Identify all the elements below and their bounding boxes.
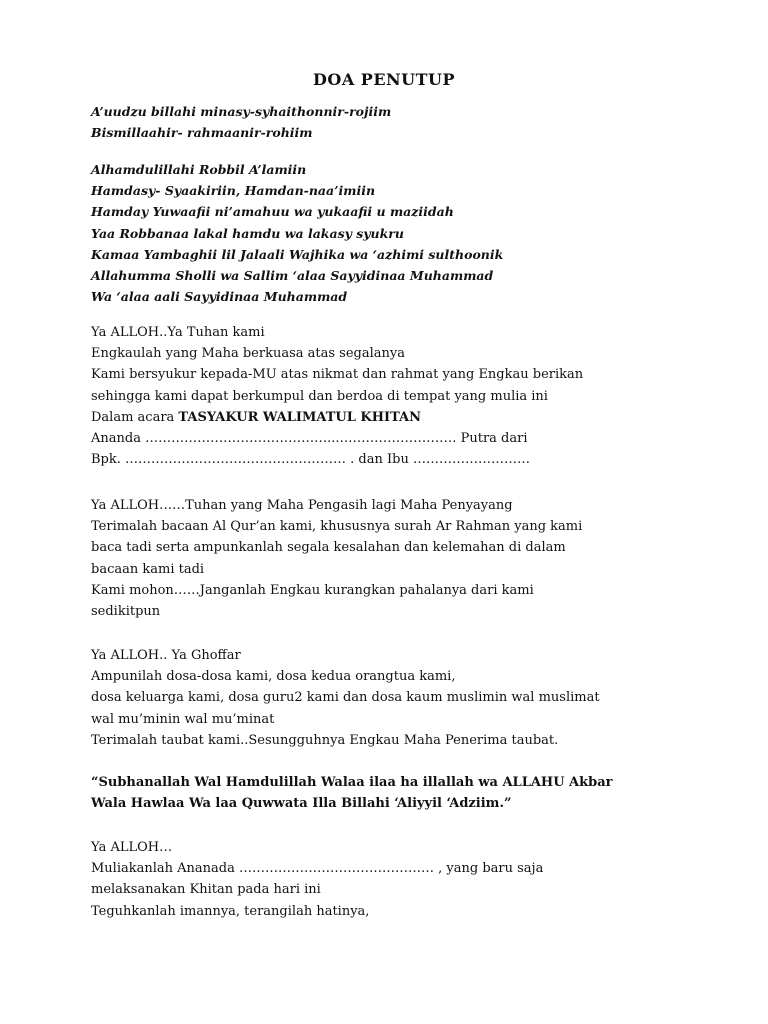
praise-line: Wa ‘alaa aali Sayyidinaa Muhammad — [91, 289, 348, 305]
tasbih-line: “Subhanallah Wal Hamdulillah Walaa ilaa ha illallah wa ALLAHU Akbar — [91, 775, 613, 790]
prayer-line: Kami mohon……Janganlah Engkau kurangkan pahalanya dari kami — [91, 582, 534, 598]
praise-line: Alhamdulillahi Robbil A’lamiin — [91, 162, 307, 177]
prayer-section-1 — [91, 322, 731, 470]
praise-line: Hamdasy- Syaakiriin, Hamdan-naa’imiin — [91, 183, 376, 199]
praise-line: Yaa Robbanaa lakal hamdu wa lakasy syukru — [91, 225, 404, 241]
prayer-line: Ampunilah dosa-dosa kami, dosa kedua orangtua kami, — [91, 669, 456, 685]
prayer-line: Terimalah bacaan Al Qur’an kami, khususnya surah Ar Rahman yang kami — [91, 519, 583, 535]
tasbih-line: Wala Hawlaa Wa laa Quwwata Illa Billahi ‘Aliyyil ‘Adziim.” — [91, 796, 512, 812]
prayer-section-2 — [91, 495, 731, 622]
event-line — [91, 407, 731, 428]
praise-block — [91, 159, 731, 307]
document-title: DOA PENUTUP — [313, 70, 455, 89]
opening-line: A’uudzu billahi minasy-syhaithonnir-rojiim — [91, 104, 392, 119]
prayer-line: Engkaulah yang Maha berkuasa atas segalanya — [91, 346, 405, 362]
prayer-section-3 — [91, 645, 731, 751]
event-name: TASYAKUR WALIMATUL KHITAN — [178, 409, 422, 425]
event-prefix: Dalam acara — [91, 409, 179, 425]
prayer-line: dosa keluarga kami, dosa guru2 kami dan dosa kaum muslimin wal muslimat — [91, 690, 600, 706]
prayer-line: Ya ALLOH.. Ya Ghoffar — [91, 648, 241, 663]
praise-line: Allahumma Sholli wa Sallim ‘alaa Sayyidinaa Muhammad — [91, 267, 494, 283]
prayer-line: wal mu’minin wal mu’minat — [91, 711, 275, 727]
prayer-line: Teguhkanlah imannya, terangilah hatinya, — [91, 903, 370, 919]
opening-line: Bismillaahir- rahmaanir-rohiim — [91, 125, 313, 141]
prayer-line: baca tadi serta ampunkanlah segala kesalahan dan kelemahan di dalam — [91, 540, 566, 556]
prayer-section-4 — [91, 837, 731, 922]
child-name-line: Ananda ……………………………………...……………………… Putra dari — [91, 430, 528, 446]
tasbih-block — [91, 772, 731, 814]
prayer-line: Ya ALLOH……Tuhan yang Maha Pengasih lagi Maha Penyayang — [91, 498, 513, 513]
praise-line: Kamaa Yambaghii lil Jalaali Wajhika wa ‘azhimi sulthoonik — [91, 246, 504, 262]
prayer-line: sedikitpun — [91, 603, 161, 619]
prayer-line: bacaan kami tadi — [91, 561, 205, 577]
prayer-line: Muliakanlah Ananada ……………………………………… , yang baru saja — [91, 861, 544, 877]
prayer-line: Ya ALLOH… — [91, 840, 173, 855]
parents-name-line: Bpk. …………………………………………… . dan Ibu ……………………… — [91, 452, 530, 468]
prayer-line: melaksanakan Khitan pada hari ini — [91, 882, 321, 898]
prayer-line: Ya ALLOH..Ya Tuhan kami — [91, 325, 265, 340]
prayer-line: Kami bersyukur kepada-MU atas nikmat dan rahmat yang Engkau berikan — [91, 367, 584, 383]
praise-line: Hamday Yuwaafii ni’amahuu wa yukaafii u maziidah — [91, 204, 454, 220]
prayer-line: Terimalah taubat kami..Sesungguhnya Engkau Maha Penerima taubat. — [91, 732, 559, 748]
opening-block — [91, 101, 731, 143]
prayer-line: sehingga kami dapat berkumpul dan berdoa di tempat yang mulia ini — [91, 388, 548, 404]
